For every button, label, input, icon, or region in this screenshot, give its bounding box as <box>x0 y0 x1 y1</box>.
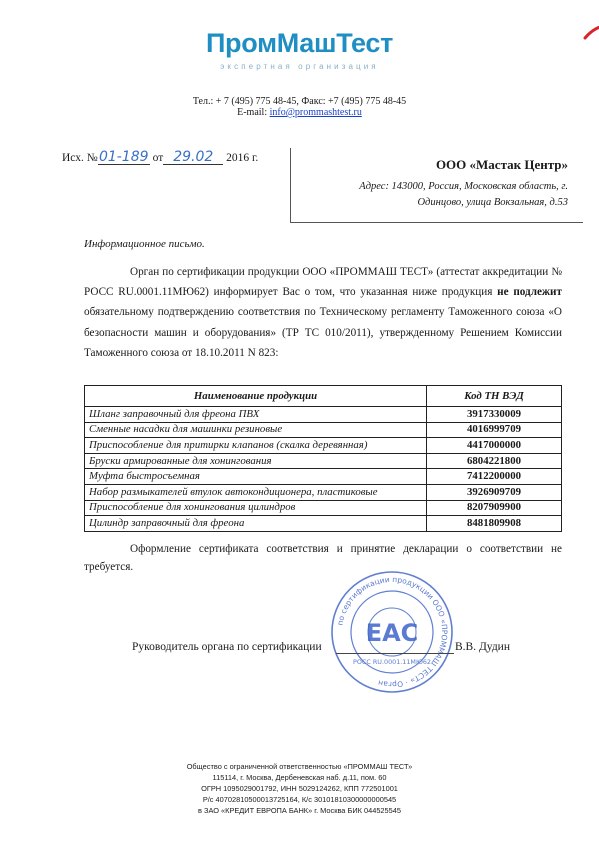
email-label: E-mail: <box>237 107 268 118</box>
table-row <box>85 422 562 438</box>
signature-name: В.В. Дудин <box>455 641 510 653</box>
outgoing-from: от <box>152 152 164 164</box>
letter-conclusion: Оформление сертификата соответствия и принятие декларации о соответствии не требуется. <box>84 543 562 573</box>
outgoing-number-handwritten: 01-189 <box>98 149 149 165</box>
stamp-center-mark: ЕАС <box>365 619 419 647</box>
header-product-name: Наименование продукции <box>85 386 427 407</box>
footer-line: в ЗАО «КРЕДИТ ЕВРОПА БАНК» г. Москва БИК 044525545 <box>198 806 401 815</box>
signature-role: Руководитель органа по сертификации <box>132 641 322 653</box>
table-header-row <box>85 386 562 407</box>
company-logo <box>0 28 599 59</box>
signature-line <box>336 653 454 654</box>
hs-code: 8207909900 <box>427 500 562 516</box>
footer-line: Р/с 40702810500013725164, К/с 30101810300000000545 <box>202 795 397 804</box>
product-name: Муфта быстросъемная <box>85 469 427 485</box>
phone-fax: Тел.: + 7 (495) 775 48-45, Факс: +7 (495) 775 48-45 <box>192 96 407 107</box>
logo-swoosh-icon <box>583 22 599 42</box>
outgoing-prefix: Исх. № <box>62 152 98 164</box>
footer-line: ОГРН 1095029001792, ИНН 5029124262, КПП 772501001 <box>201 784 398 793</box>
product-name: Приспособление для хонингования цилиндров <box>85 500 427 516</box>
table-row <box>85 500 562 516</box>
product-name: Шланг заправочный для фреона ПВХ <box>85 407 427 423</box>
stamp-bottom-text: РОСС RU.0001.11МЮ62 <box>353 658 431 666</box>
addressee-address-line2: Одинцово, улица Вокзальная, д.53 <box>417 197 568 208</box>
product-name: Приспособление для притирки клапанов (скалка деревянная) <box>85 438 427 454</box>
letter-body <box>84 262 562 363</box>
hs-code: 4417000000 <box>427 438 562 454</box>
contact-info <box>0 96 599 118</box>
letter-subject: Информационное письмо. <box>84 238 205 250</box>
products-table <box>84 385 562 532</box>
email-link[interactable]: info@prommashtest.ru <box>269 107 362 118</box>
outgoing-date-handwritten: 29.02 <box>163 150 223 165</box>
table-row <box>85 407 562 423</box>
body-part1: Орган по сертификации продукции ООО «ПРОММАШ ТЕСТ» (аттестат аккредитации № РОСС RU.0001.11МЮ62) информирует Вас о том, что указанная ниже продукция <box>84 266 562 299</box>
table-row <box>85 516 562 532</box>
outgoing-year: 2016 г. <box>226 152 259 164</box>
hs-code: 3917330009 <box>427 407 562 423</box>
footer-line: Общество с ограниченной ответственностью «ПРОММАШ ТЕСТ» <box>186 762 413 771</box>
outgoing-number <box>62 150 258 165</box>
footer-line: 115114, г. Москва, Дербеневская наб. д.11, пом. 60 <box>212 773 387 782</box>
email-line <box>0 107 599 118</box>
table-row <box>85 484 562 500</box>
company-requisites <box>0 761 599 816</box>
product-name: Бруски армированные для хонингования <box>85 453 427 469</box>
logo-text: ПромМашТест <box>205 28 394 58</box>
table-row <box>85 453 562 469</box>
logo-subtitle: экспертная организация <box>220 62 379 71</box>
certification-stamp-icon <box>328 568 456 696</box>
stamp-ring-text: по сертификации продукции ООО «ПРОММАШ ТЕСТ» · Орган <box>335 574 450 690</box>
table-row <box>85 469 562 485</box>
hs-code: 7412200000 <box>427 469 562 485</box>
header-hs-code: Код ТН ВЭД <box>427 386 562 407</box>
product-name: Набор размыкателей втулок автокондиционера, пластиковые <box>85 484 427 500</box>
product-name: Сменные насадки для машинки резиновые <box>85 422 427 438</box>
hs-code: 6804221800 <box>427 453 562 469</box>
table-row <box>85 438 562 454</box>
addressee-address-line1: Адрес: 143000, Россия, Московская область, г. <box>359 181 568 192</box>
addressee-name: ООО «Мастак Центр» <box>435 157 568 172</box>
body-part2: обязательному подтверждению соответствия по Техническому регламенту Таможенного союза «О безопасности машин и оборудования» (ТР ТС 010/2011), утвержденному Решением Комиссии Таможенного союза от 18.10.2011 N 823: <box>84 306 562 359</box>
hs-code: 8481809908 <box>427 516 562 532</box>
product-name: Цилиндр заправочный для фреона <box>85 516 427 532</box>
hs-code: 3926909709 <box>427 484 562 500</box>
body-emphasis: не подлежит <box>497 286 562 299</box>
hs-code: 4016999709 <box>427 422 562 438</box>
